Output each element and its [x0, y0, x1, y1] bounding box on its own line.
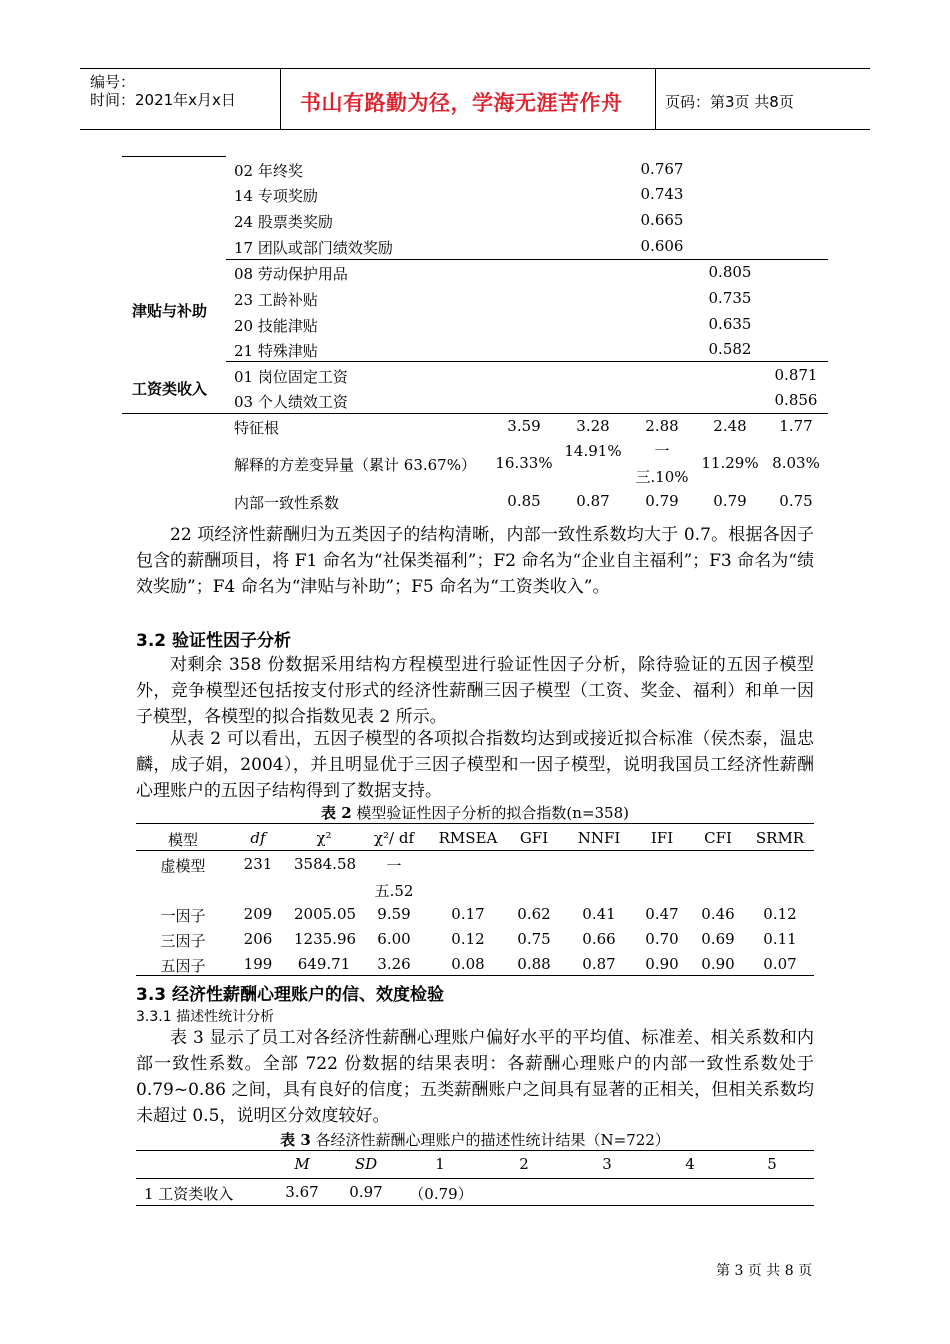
table-cell: 0.47: [645, 905, 679, 923]
table-cell: 三.10%: [635, 468, 689, 486]
table-cell: 2005.05: [294, 905, 357, 923]
subsection-heading: 3.3.1 描述性统计分析: [136, 1009, 275, 1025]
page-footer: 第 3 页 共 8 页: [716, 1263, 813, 1279]
table-cell: 649.71: [297, 955, 351, 973]
table-rule: [122, 156, 226, 157]
table-row-label: 14 专项奖励: [234, 187, 318, 205]
table-header: 5: [767, 1155, 777, 1173]
table-cell: 0.606: [640, 237, 684, 255]
alpha-label: 内部一致性系数: [234, 494, 340, 512]
table-header: SRMR: [755, 829, 805, 847]
table-cell: 0.12: [763, 905, 797, 923]
table-cell: 0.75: [517, 930, 551, 948]
table-cell: 3584.58: [294, 855, 357, 873]
table-cell: 一: [654, 442, 670, 460]
table-cell: 0.70: [645, 930, 679, 948]
caption-number: 表 3: [280, 1131, 311, 1149]
table-cell: 0.46: [701, 905, 735, 923]
table-cell: 231: [243, 855, 273, 873]
table-cell: 0.62: [517, 905, 551, 923]
table-cell: 0.871: [774, 366, 818, 384]
page-header: [80, 68, 870, 130]
table-header: IFI: [650, 829, 674, 847]
table-row-label: 23 工龄补贴: [234, 291, 318, 309]
eigen-label: 特征根: [234, 419, 280, 437]
table-cell: 0.88: [517, 955, 551, 973]
paragraph: 从表 2 可以看出，五因子模型的各项拟合指数均达到或接近拟合标准（侯杰泰，温忠麟，成子娟，2004），并且明显优于三因子模型和一因子模型，说明我国员工经济性薪酬心理账户的五因子结构得到了数据支持。: [136, 729, 814, 801]
table-header: RMSEA: [438, 829, 498, 847]
table-rule: [136, 823, 814, 824]
table-row-label: 17 团队或部门绩效奖励: [234, 239, 393, 257]
table-cell: 0.856: [774, 391, 818, 409]
table-row-label: 01 岗位固定工资: [234, 368, 348, 386]
table-cell: 0.07: [763, 955, 797, 973]
table-header: GFI: [519, 829, 549, 847]
header-page-label: 页码：第3页 共8页: [665, 93, 794, 111]
table-cell: 2.88: [645, 417, 679, 435]
table-cell: 0.665: [640, 211, 684, 229]
table-cell: 209: [243, 905, 273, 923]
table-row-label: 08 劳动保护用品: [234, 265, 348, 283]
table-cell: 1.77: [779, 417, 813, 435]
table-rule: [226, 361, 828, 362]
table-cell: 0.41: [582, 905, 616, 923]
table-cell: 0.08: [451, 955, 485, 973]
factor-group-label: 工资类收入: [132, 380, 208, 398]
table-cell: 虚模型: [160, 857, 206, 875]
table-cell: 五因子: [160, 957, 206, 975]
table-cell: 三因子: [160, 932, 206, 950]
table-cell: 6.00: [377, 930, 411, 948]
table-cell: 0.767: [640, 160, 684, 178]
variance-label: 解释的方差变异量（累计 63.67%）: [234, 456, 476, 474]
paragraph: 对剩余 358 份数据采用结构方程模型进行验证性因子分析，除待验证的五因子模型外，竞争模型还包括按支付形式的经济性薪酬三因子模型（工资、奖金、福利）和单一因子模型，各模型的拟合指数见表 2 所示。: [136, 655, 814, 727]
table-cell: 0.79: [645, 492, 679, 510]
table-cell: 0.582: [708, 340, 752, 358]
table-cell: （0.79）: [409, 1185, 473, 1203]
table-cell: 0.635: [708, 315, 752, 333]
table-cell: 0.90: [701, 955, 735, 973]
table-cell: 0.79: [713, 492, 747, 510]
table-cell: 0.11: [763, 930, 797, 948]
table-cell: 9.59: [377, 905, 411, 923]
table-header: 4: [685, 1155, 695, 1173]
table-cell: 0.97: [349, 1183, 383, 1201]
table-cell: 0.87: [576, 492, 610, 510]
table-cell: 0.735: [708, 289, 752, 307]
table-cell: 0.12: [451, 930, 485, 948]
table-rule: [122, 413, 828, 414]
table-header: M: [294, 1155, 310, 1173]
table-cell: 0.90: [645, 955, 679, 973]
table-header: 模型: [167, 831, 198, 849]
table-row-label: 02 年终奖: [234, 162, 303, 180]
caption-text: 模型验证性因子分析的拟合指数(n=358): [351, 804, 629, 822]
table-rule: [136, 1205, 814, 1206]
table-caption: [136, 1129, 814, 1150]
table-cell: 3.26: [377, 955, 411, 973]
table-cell: 一因子: [160, 907, 206, 925]
paragraph: 22 项经济性薪酬归为五类因子的结构清晰，内部一致性系数均大于 0.7。根据各因子包含的薪酬项目，将 F1 命名为“社保类福利”；F2 命名为“企业自主福利”；F3 命名为“绩效奖励”；F4 命名为“津贴与补助”；F5 命名为“工资类收入”。: [136, 525, 814, 597]
table-row-label: 1 工资类收入: [144, 1185, 234, 1203]
table-cell: 0.85: [507, 492, 541, 510]
table-cell: 0.66: [582, 930, 616, 948]
table-header: χ²/ df: [373, 829, 415, 847]
header-divider: [280, 69, 281, 129]
table-cell: 16.33%: [495, 454, 553, 472]
table-cell: 0.805: [708, 263, 752, 281]
table-rule: [226, 259, 828, 260]
table-cell: 3.59: [507, 417, 541, 435]
table-cell: 1235.96: [294, 930, 357, 948]
table-header: 3: [602, 1155, 612, 1173]
section-heading: 3.2 验证性因子分析: [136, 631, 292, 651]
table-cell: 2.48: [713, 417, 747, 435]
table-rule: [136, 975, 814, 976]
table-header: NNFI: [577, 829, 621, 847]
table-row-label: 21 特殊津贴: [234, 342, 318, 360]
table-row-label: 03 个人绩效工资: [234, 393, 348, 411]
table-rule: [136, 1178, 814, 1179]
table-row-label: 20 技能津贴: [234, 317, 318, 335]
table-cell: 8.03%: [772, 454, 820, 472]
table-cell: 11.29%: [701, 454, 759, 472]
paragraph: 表 3 显示了员工对各经济性薪酬心理账户偏好水平的平均值、标准差、相关系数和内部一致性系数。全部 722 份数据的结果表明：各薪酬心理账户的内部一致性系数处于 0.79~0.86 之间，具有良好的信度；五类薪酬账户之间具有显著的正相关，但相关系数均未超过 0.5，说明区分效度较好。: [136, 1028, 814, 1126]
factor-group-label: 津贴与补助: [132, 302, 208, 320]
caption-text: 各经济性薪酬心理账户的描述性统计结果（N=722）: [310, 1131, 670, 1149]
table-cell: 14.91%: [564, 442, 622, 460]
table-cell: 0.743: [640, 185, 684, 203]
table-cell: 206: [243, 930, 273, 948]
table-cell: 0.75: [779, 492, 813, 510]
table-cell: 五.52: [374, 882, 414, 900]
table-cell: 3.28: [576, 417, 610, 435]
table-rule: [136, 1150, 814, 1151]
table-cell: 0.17: [451, 905, 485, 923]
table-caption: [136, 802, 814, 823]
header-motto: 书山有路勤为径，学海无涯苦作舟: [300, 91, 623, 115]
caption-number: 表 2: [320, 804, 352, 822]
table-header: SD: [354, 1155, 378, 1173]
table-cell: 一: [386, 857, 402, 875]
table-header: 2: [519, 1155, 529, 1173]
table-row-label: 24 股票类奖励: [234, 213, 333, 231]
table-cell: 0.87: [582, 955, 616, 973]
table-cell: 0.69: [701, 930, 735, 948]
table-header: 1: [435, 1155, 445, 1173]
table-header: df: [250, 829, 266, 847]
table-cell: 3.67: [285, 1183, 319, 1201]
table-cell: 199: [243, 955, 273, 973]
header-divider: [655, 69, 656, 129]
doc-date-label: 时间：2021年x月x日: [90, 91, 236, 109]
table-rule: [136, 850, 814, 851]
section-heading: 3.3 经济性薪酬心理账户的信、效度检验: [136, 985, 445, 1005]
doc-code-label: 编号：: [90, 73, 136, 91]
table-header: CFI: [704, 829, 732, 847]
table-header: χ²: [316, 829, 332, 847]
